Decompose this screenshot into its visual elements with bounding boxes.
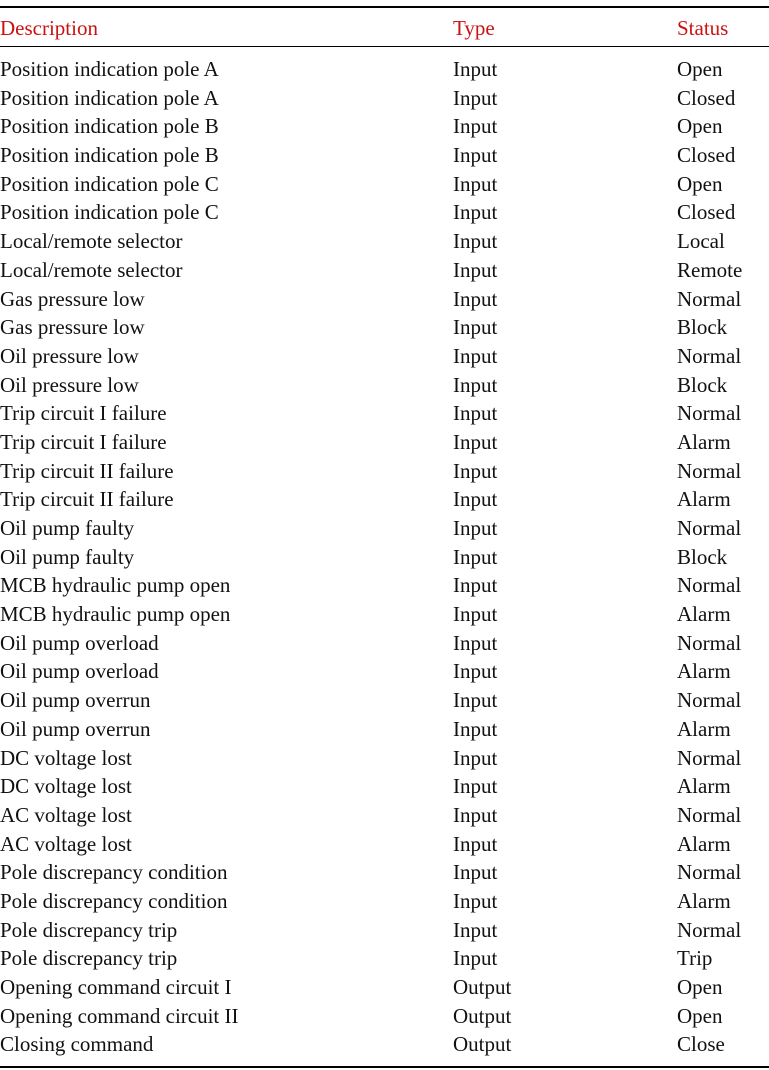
cell-description: Pole discrepancy trip bbox=[0, 946, 178, 971]
cell-status: Closed bbox=[677, 200, 736, 225]
cell-status: Normal bbox=[677, 286, 742, 311]
table-row bbox=[0, 600, 769, 629]
cell-description: Pole discrepancy condition bbox=[0, 860, 228, 885]
cell-status: Normal bbox=[677, 458, 742, 483]
cell-description: Pole discrepancy trip bbox=[0, 917, 178, 942]
table-row bbox=[0, 973, 769, 1002]
cell-description: Local/remote selector bbox=[0, 257, 183, 282]
table-row bbox=[0, 285, 769, 314]
cell-description: Trip circuit II failure bbox=[0, 458, 174, 483]
table-row bbox=[0, 342, 769, 371]
table-top-rule bbox=[0, 6, 769, 8]
cell-type: Input bbox=[453, 372, 498, 397]
cell-type: Input bbox=[453, 917, 498, 942]
cell-type: Input bbox=[453, 630, 498, 655]
table-row bbox=[0, 428, 769, 457]
cell-status: Closed bbox=[677, 143, 736, 168]
table-row bbox=[0, 686, 769, 715]
cell-type: Output bbox=[453, 975, 512, 999]
cell-description: Oil pump faulty bbox=[0, 516, 135, 540]
cell-type: Input bbox=[453, 888, 498, 913]
cell-status: Open bbox=[677, 1003, 723, 1028]
cell-status: Normal bbox=[677, 802, 742, 827]
cell-status: Alarm bbox=[677, 487, 731, 512]
cell-status: Alarm bbox=[677, 888, 731, 913]
table-row bbox=[0, 858, 769, 887]
cell-type: Input bbox=[453, 602, 498, 627]
cell-description: DC voltage lost bbox=[0, 745, 132, 770]
cell-description: MCB hydraulic pump open bbox=[0, 602, 231, 627]
table-row bbox=[0, 657, 769, 686]
cell-description: Opening command circuit II bbox=[0, 1003, 239, 1028]
cell-status: Open bbox=[677, 171, 723, 196]
cell-status: Normal bbox=[677, 860, 742, 885]
table-row bbox=[0, 84, 769, 113]
table-row bbox=[0, 629, 769, 658]
cell-status: Normal bbox=[677, 745, 742, 770]
cell-description: Oil pressure low bbox=[0, 372, 139, 397]
cell-description: Gas pressure low bbox=[0, 286, 145, 311]
table-row bbox=[0, 371, 769, 400]
cell-status: Normal bbox=[677, 573, 742, 598]
cell-type: Input bbox=[453, 429, 498, 454]
cell-status: Closed bbox=[677, 85, 736, 110]
table-row bbox=[0, 887, 769, 916]
cell-status: Normal bbox=[677, 630, 742, 655]
cell-description: AC voltage lost bbox=[0, 802, 132, 827]
cell-description: Oil pump overload bbox=[0, 659, 159, 684]
cell-type: Input bbox=[453, 343, 498, 368]
cell-status: Alarm bbox=[677, 716, 731, 741]
table-row bbox=[0, 830, 769, 859]
table-row bbox=[0, 313, 769, 342]
cell-description: Position indication pole A bbox=[0, 57, 219, 81]
table-row bbox=[0, 916, 769, 945]
cell-type: Output bbox=[453, 1003, 512, 1028]
cell-description: Position indication pole A bbox=[0, 85, 219, 110]
table-row bbox=[0, 1030, 769, 1059]
cell-description: Local/remote selector bbox=[0, 229, 183, 254]
cell-status: Block bbox=[677, 315, 728, 340]
cell-type: Input bbox=[453, 143, 498, 168]
cell-description: Gas pressure low bbox=[0, 315, 145, 340]
cell-description: Pole discrepancy condition bbox=[0, 888, 228, 913]
cell-description: Oil pressure low bbox=[0, 343, 139, 368]
cell-description: MCB hydraulic pump open bbox=[0, 573, 231, 598]
cell-type: Input bbox=[453, 458, 498, 483]
cell-status: Alarm bbox=[677, 429, 731, 454]
cell-description: Oil pump overload bbox=[0, 630, 159, 655]
cell-status: Normal bbox=[677, 516, 742, 540]
table-row bbox=[0, 198, 769, 227]
cell-type: Input bbox=[453, 401, 498, 426]
table-row bbox=[0, 1002, 769, 1031]
table-row bbox=[0, 944, 769, 973]
cell-type: Input bbox=[453, 114, 498, 139]
cell-type: Input bbox=[453, 229, 498, 254]
cell-status: Local bbox=[677, 229, 725, 254]
cell-type: Input bbox=[453, 716, 498, 741]
cell-description: Oil pump faulty bbox=[0, 544, 135, 569]
table-header-row bbox=[0, 13, 769, 43]
table-header-rule bbox=[0, 46, 769, 47]
cell-type: Input bbox=[453, 774, 498, 799]
cell-status: Trip bbox=[677, 946, 713, 971]
table-row bbox=[0, 801, 769, 830]
cell-status: Open bbox=[677, 114, 723, 139]
cell-status: Normal bbox=[677, 917, 742, 942]
cell-status: Normal bbox=[677, 401, 742, 426]
cell-description: Trip circuit II failure bbox=[0, 487, 174, 512]
cell-description: DC voltage lost bbox=[0, 774, 132, 799]
cell-status: Block bbox=[677, 372, 728, 397]
table-row bbox=[0, 772, 769, 801]
cell-type: Input bbox=[453, 200, 498, 225]
cell-type: Input bbox=[453, 860, 498, 885]
cell-status: Alarm bbox=[677, 774, 731, 799]
cell-type: Input bbox=[453, 487, 498, 512]
cell-type: Input bbox=[453, 946, 498, 971]
table-row bbox=[0, 485, 769, 514]
cell-type: Input bbox=[453, 573, 498, 598]
cell-type: Output bbox=[453, 1032, 512, 1057]
table-row bbox=[0, 514, 769, 543]
cell-status: Close bbox=[677, 1032, 725, 1057]
table-row bbox=[0, 170, 769, 199]
table-row bbox=[0, 571, 769, 600]
cell-description: Oil pump overrun bbox=[0, 716, 151, 741]
table-body bbox=[0, 55, 769, 1059]
cell-description: Trip circuit I failure bbox=[0, 429, 167, 454]
table-row bbox=[0, 227, 769, 256]
cell-type: Input bbox=[453, 171, 498, 196]
table-row bbox=[0, 744, 769, 773]
table-row bbox=[0, 141, 769, 170]
table-row bbox=[0, 543, 769, 572]
cell-description: Closing command bbox=[0, 1032, 154, 1057]
cell-description: Opening command circuit I bbox=[0, 975, 232, 999]
table-row bbox=[0, 457, 769, 486]
cell-type: Input bbox=[453, 688, 498, 713]
cell-description: Oil pump overrun bbox=[0, 688, 151, 713]
cell-status: Alarm bbox=[677, 659, 731, 684]
table-row bbox=[0, 715, 769, 744]
cell-status: Remote bbox=[677, 257, 743, 282]
header-description: Description bbox=[0, 16, 98, 40]
cell-type: Input bbox=[453, 257, 498, 282]
cell-type: Input bbox=[453, 516, 498, 540]
table-row bbox=[0, 112, 769, 141]
cell-status: Alarm bbox=[677, 831, 731, 856]
cell-type: Input bbox=[453, 57, 498, 81]
cell-description: Position indication pole B bbox=[0, 114, 219, 139]
cell-type: Input bbox=[453, 802, 498, 827]
table-row bbox=[0, 399, 769, 428]
cell-status: Normal bbox=[677, 688, 742, 713]
table-row bbox=[0, 256, 769, 285]
cell-description: Trip circuit I failure bbox=[0, 401, 167, 426]
cell-status: Open bbox=[677, 975, 723, 999]
cell-type: Input bbox=[453, 544, 498, 569]
cell-description: Position indication pole C bbox=[0, 200, 219, 225]
cell-type: Input bbox=[453, 659, 498, 684]
cell-status: Alarm bbox=[677, 602, 731, 627]
cell-description: Position indication pole C bbox=[0, 171, 219, 196]
cell-description: Position indication pole B bbox=[0, 143, 219, 168]
header-status: Status bbox=[677, 16, 729, 40]
cell-type: Input bbox=[453, 745, 498, 770]
cell-status: Block bbox=[677, 544, 728, 569]
cell-type: Input bbox=[453, 831, 498, 856]
header-type: Type bbox=[453, 16, 495, 40]
cell-type: Input bbox=[453, 315, 498, 340]
cell-description: AC voltage lost bbox=[0, 831, 132, 856]
table-bottom-rule bbox=[0, 1066, 769, 1068]
cell-status: Normal bbox=[677, 343, 742, 368]
cell-type: Input bbox=[453, 85, 498, 110]
table-row bbox=[0, 55, 769, 84]
cell-type: Input bbox=[453, 286, 498, 311]
cell-status: Open bbox=[677, 57, 723, 81]
